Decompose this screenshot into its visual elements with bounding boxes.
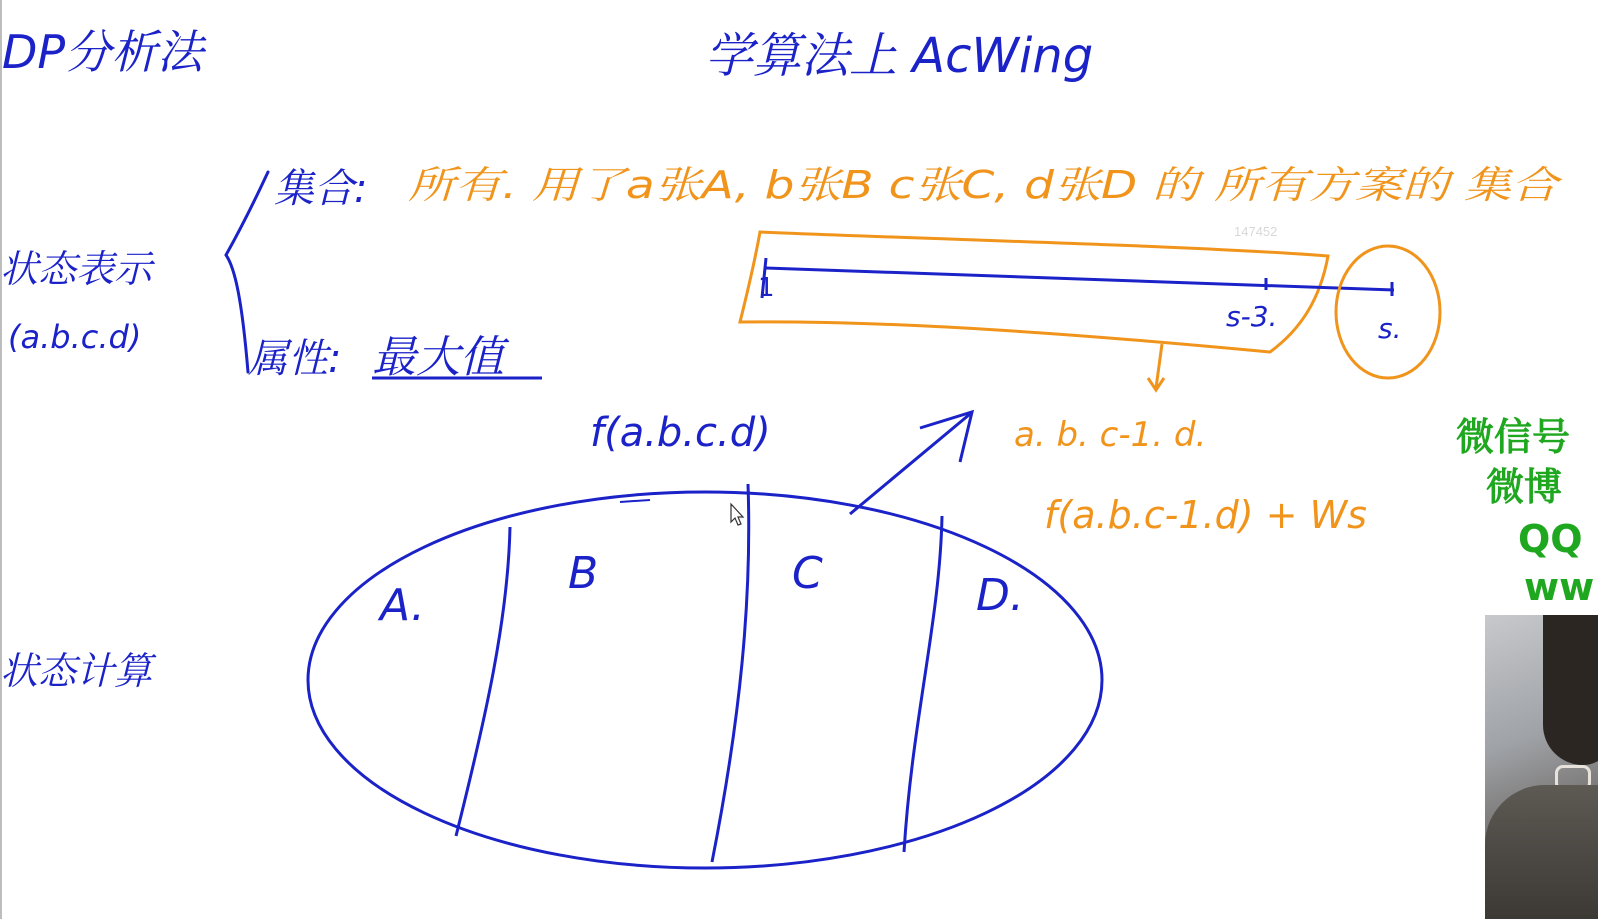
set-ellipse (308, 492, 1102, 868)
orange-range-box (740, 232, 1328, 352)
number-line-end-label: s. (1378, 312, 1402, 345)
attr-value: 最大值 (372, 332, 504, 383)
overlay-line-1: 微信号 (1456, 415, 1571, 459)
overlay-line-3: QQ (1518, 517, 1583, 561)
set-label: 集合: (274, 166, 368, 212)
transition-line-2: f(a.b.c-1.d) + Ws (1044, 493, 1367, 537)
state-params: (a.b.c.d) (8, 318, 142, 356)
overlay-line-4: ww (1524, 565, 1595, 609)
partition-line-2 (712, 484, 749, 862)
number-line (766, 268, 1394, 290)
webcam-person-shoulder (1485, 785, 1598, 919)
overlay-line-2: 微博 (1486, 465, 1563, 509)
transition-arrow-shaft (850, 414, 970, 514)
region-a-label: A. (380, 580, 425, 631)
number-line-start: 1 (758, 273, 775, 303)
webcam-feed (1485, 615, 1598, 919)
set-description: 所有. 用了a张A, b张B c张C, d张D 的 所有方案的 集合 (408, 163, 1563, 207)
watermark-text: 147452 (1234, 224, 1278, 239)
partition-line-1 (456, 527, 510, 836)
state-calc-label: 状态计算 (0, 649, 153, 693)
number-line-mid-label: s-3. (1226, 300, 1278, 333)
f-expression: f(a.b.c.d) (590, 410, 771, 456)
title-left: DP分析法 (2, 25, 204, 79)
title-center: 学算法上 AcWing (705, 28, 1094, 84)
mouse-cursor-icon (731, 504, 743, 525)
region-d-label: D. (976, 570, 1024, 621)
transition-line-1: a. b. c-1. d. (1014, 415, 1207, 455)
state-repr-label: 状态表示 (0, 247, 153, 291)
ellipse-top-tick (620, 500, 650, 502)
webcam-person-head (1543, 615, 1598, 765)
partition-line-3 (904, 516, 942, 852)
region-c-label: C (792, 548, 823, 599)
attr-label: 属性: (248, 336, 342, 382)
region-b-label: B (568, 548, 599, 599)
